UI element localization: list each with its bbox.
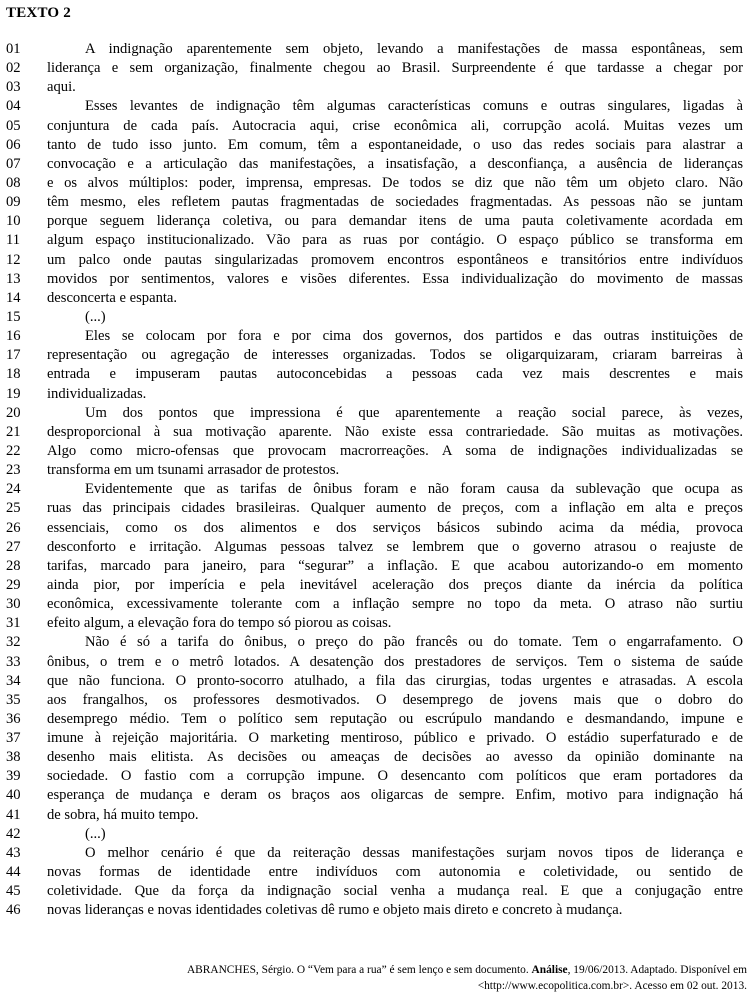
text-line: [0, 251, 751, 270]
text-line: [0, 155, 751, 174]
line-text: Algo como micro-ofensas que provocam macrorreações. A soma de indignações individualizadas se: [47, 442, 743, 459]
line-text: desenho mais elitista. As decisões ou ameaças de decisões ao avesso da opinião dominante na: [47, 749, 743, 766]
line-text: tanto de tudo isso junto. Em comum, têm a espontaneidade, o uso das redes sociais para alastrar a: [47, 136, 743, 153]
line-text: tarifas, marcado para janeiro, para “segurar” a inflação. E que acabou autorizando-o em momento: [47, 557, 743, 574]
line-text: algum espaço institucionalizado. Vão para as ruas por contágio. O espaço público se transforma em: [47, 232, 743, 249]
line-number: 22: [6, 442, 21, 459]
citation-line-1: [47, 963, 747, 979]
line-number: 41: [6, 806, 21, 823]
line-number: 28: [6, 557, 21, 574]
text-line: [0, 729, 751, 748]
line-number: 40: [6, 787, 21, 804]
line-number: 37: [6, 730, 21, 747]
text-line: [0, 423, 751, 442]
numbered-text-body: [0, 40, 751, 920]
line-text: ônibus, o trem e o metrô lotados. A desatenção dos prestadores de serviços. Tem o sistema de saúde: [47, 653, 743, 670]
line-text: representação ou agregação de interesses organizadas. Todos se oligarquizaram, criaram barreiras à: [47, 347, 743, 364]
line-text: ruas das principais cidades brasileiras. Qualquer aumento de preços, com a inflação em alta e preços: [47, 500, 743, 517]
text-line: [0, 59, 751, 78]
text-line: [0, 633, 751, 652]
line-text: Um dos pontos que impressiona é que aparentemente a reação social parece, às vezes,: [85, 404, 743, 421]
text-line: [0, 193, 751, 212]
text-line: [0, 40, 751, 59]
line-number: 06: [6, 136, 21, 153]
line-text: econômica, excessivamente tolerante com a inflação sempre no topo da meta. O atraso não surtiu: [47, 596, 743, 613]
text-line: [0, 461, 751, 480]
text-line: [0, 653, 751, 672]
line-number: 26: [6, 519, 21, 536]
line-number: 20: [6, 404, 21, 421]
line-text: individualizadas.: [47, 385, 147, 402]
line-number: 17: [6, 347, 21, 364]
text-line: [0, 538, 751, 557]
line-text: (...): [85, 308, 106, 325]
line-number: 46: [6, 902, 21, 919]
line-number: 29: [6, 576, 21, 593]
line-number: 42: [6, 825, 21, 842]
line-text: efeito algum, a elevação fora do tempo só piorou as coisas.: [47, 615, 392, 632]
line-text: Não é só a tarifa do ônibus, o preço do pão francês ou do tomate. Tem o engarrafamento. O: [85, 634, 743, 651]
line-text: aos frangalhos, os professores desmotivados. O desemprego de jovens mais que o dobro do: [47, 691, 743, 708]
line-text: O melhor cenário é que da reiteração dessas manifestações surjam novos tipos de liderança e: [85, 844, 743, 861]
line-text: desconcerta e espanta.: [47, 289, 178, 306]
text-line: [0, 614, 751, 633]
line-text: esperança de mudança e deram os braços aos oligarcas de sempre. Enfim, motivo para indignação há: [47, 787, 743, 804]
line-text: desemprego médio. Tem o político sem reputação ou escrúpulo mandando e desmandando, impune e: [47, 710, 743, 727]
text-line: [0, 767, 751, 786]
line-text: desproporcional à sua motivação aparente. Não existe essa contrariedade. São muitas as motivações.: [47, 423, 743, 440]
line-number: 35: [6, 691, 21, 708]
citation-author-title: ABRANCHES, Sérgio. O “Vem para a rua” é sem lenço e sem documento.: [186, 964, 532, 976]
line-number: 19: [6, 385, 21, 402]
line-number: 23: [6, 462, 21, 479]
text-line: [0, 519, 751, 538]
text-line: [0, 327, 751, 346]
text-line: [0, 117, 751, 136]
line-number: 30: [6, 596, 21, 613]
line-number: 33: [6, 653, 21, 670]
line-text: liderança e sem organização, finalmente chegou ao Brasil. Surpreendente é que tardasse a chegar por: [47, 60, 743, 77]
text-line: [0, 557, 751, 576]
line-number: 43: [6, 844, 21, 861]
line-number: 38: [6, 749, 21, 766]
text-line: [0, 346, 751, 365]
line-number: 05: [6, 117, 21, 134]
line-text: de sobra, há muito tempo.: [47, 806, 199, 823]
line-number: 39: [6, 768, 21, 785]
text-line: [0, 78, 751, 97]
text-line: [0, 385, 751, 404]
line-text: Esses levantes de indignação têm algumas características comuns e outras singulares, ligadas à: [85, 98, 743, 115]
text-line: [0, 691, 751, 710]
line-number: 01: [6, 41, 21, 57]
line-number: 12: [6, 251, 21, 268]
line-text: coletividade. Que da força da indignação social venha a mudança real. E que a conjugação entre: [47, 883, 743, 900]
text-line: [0, 174, 751, 193]
line-text: movidos por sentimentos, valores e visões diferentes. Essa individualização do movimento de massas: [47, 270, 743, 287]
line-text: novas lideranças e novas identidades coletivas dê rumo e objeto mais direto e concreto à mudança.: [47, 902, 623, 919]
text-line: [0, 672, 751, 691]
line-text: Eles se colocam por fora e por cima dos governos, dos partidos e das outras instituições de: [85, 328, 743, 345]
line-number: 34: [6, 672, 21, 689]
line-number: 10: [6, 213, 21, 230]
citation-date: , 19/06/2013. Adaptado. Disponível em: [567, 964, 747, 976]
line-text: desconforto e irritação. Algumas pessoas talvez se lembrem que o governo atrasou o reajuste de: [47, 538, 743, 555]
line-text: porque seguem liderança coletiva, ou para demandar itens de uma pauta coletivamente acordada em: [47, 213, 743, 230]
line-number: 21: [6, 423, 21, 440]
line-number: 13: [6, 270, 21, 287]
text-line: [0, 136, 751, 155]
line-text: A indignação aparentemente sem objeto, levando a manifestações de massa espontâneas, sem: [85, 41, 743, 57]
text-line: [0, 97, 751, 116]
line-number: 08: [6, 174, 21, 191]
line-number: 31: [6, 615, 21, 632]
line-number: 32: [6, 634, 21, 651]
line-number: 25: [6, 500, 21, 517]
line-number: 04: [6, 98, 21, 115]
line-text: imune à rejeição majoritária. O marketing mentiroso, público e privado. O estádio superfaturado e de: [47, 730, 743, 747]
line-text: têm mesmo, eles refletem pautas fragmentadas de sociedades fragmentadas. As pessoas não se juntam: [47, 194, 743, 211]
line-number: 09: [6, 194, 21, 211]
line-text: Evidentemente que as tarifas de ônibus foram e não foram causa da sublevação que ocupa as: [85, 481, 743, 498]
text-line: [0, 442, 751, 461]
line-number: 03: [6, 79, 21, 96]
line-number: 02: [6, 60, 21, 77]
line-number: 45: [6, 883, 21, 900]
text-line: [0, 499, 751, 518]
line-number: 44: [6, 864, 21, 881]
text-line: [0, 480, 751, 499]
text-line: [0, 748, 751, 767]
line-text: (...): [85, 825, 106, 842]
source-citation: [47, 963, 747, 994]
line-number: 36: [6, 710, 21, 727]
line-number: 27: [6, 538, 21, 555]
line-text: e os alvos múltiplos: poder, imprensa, empresas. De todos se diz que não têm um objeto claro. Não: [47, 174, 743, 191]
text-line: [0, 576, 751, 595]
line-number: 15: [6, 308, 21, 325]
text-line: [0, 270, 751, 289]
text-line: [0, 308, 751, 327]
line-text: que não funciona. O pronto-socorro atulhado, a fila das cirurgias, todas urgentes e atrasadas. A escola: [47, 672, 743, 689]
text-line: [0, 212, 751, 231]
line-text: um palco onde pautas singularizadas promovem encontros espontâneos e transitórios entre indivíduos: [47, 251, 743, 268]
line-text: sociedade. O fastio com a corrupção impune. O desencanto com políticos que eram portadores da: [47, 768, 743, 785]
line-text: ainda pior, por imperícia e pela inevitável aceleração dos preços diante da inércia da política: [47, 576, 743, 593]
line-text: aqui.: [47, 79, 76, 96]
line-number: 11: [6, 232, 21, 249]
line-number: 24: [6, 481, 21, 498]
line-text: entrada e impuseram pautas autoconcebidas a pessoas cada vez mais descrentes e mais: [47, 366, 743, 383]
line-text: conjuntura de cada país. Autocracia aqui, crise econômica ali, corrupção acolá. Muitas vezes um: [47, 117, 743, 134]
line-number: 16: [6, 328, 21, 345]
citation-publication: Análise: [531, 964, 568, 976]
citation-line-2: <http://www.ecopolitica.com.br>. Acesso em 02 out. 2013.: [477, 979, 747, 992]
text-line: [0, 595, 751, 614]
line-text: novas formas de identidade entre indivíduos com autonomia e coletividade, ou sentido de: [47, 864, 743, 881]
line-text: essenciais, como os dos alimentos e dos serviços básicos subindo acima da média, provoca: [47, 519, 743, 536]
text-line: [0, 844, 751, 863]
text-line: [0, 882, 751, 901]
line-text: transforma em um tsunami arrasador de protestos.: [47, 462, 340, 479]
text-line: [0, 404, 751, 423]
line-number: 18: [6, 366, 21, 383]
text-line: [0, 863, 751, 882]
text-line: [0, 786, 751, 805]
line-text: convocação e a articulação das manifestações, a insatisfação, a desconfiança, a ausência de lideranças: [47, 155, 743, 172]
text-title: TEXTO 2: [6, 5, 71, 21]
text-line: [0, 710, 751, 729]
text-line: [0, 231, 751, 250]
text-line: [0, 825, 751, 844]
text-line: [0, 365, 751, 384]
line-number: 07: [6, 155, 21, 172]
text-line: [0, 806, 751, 825]
text-line: [0, 289, 751, 308]
text-line: [0, 901, 751, 920]
line-number: 14: [6, 289, 21, 306]
